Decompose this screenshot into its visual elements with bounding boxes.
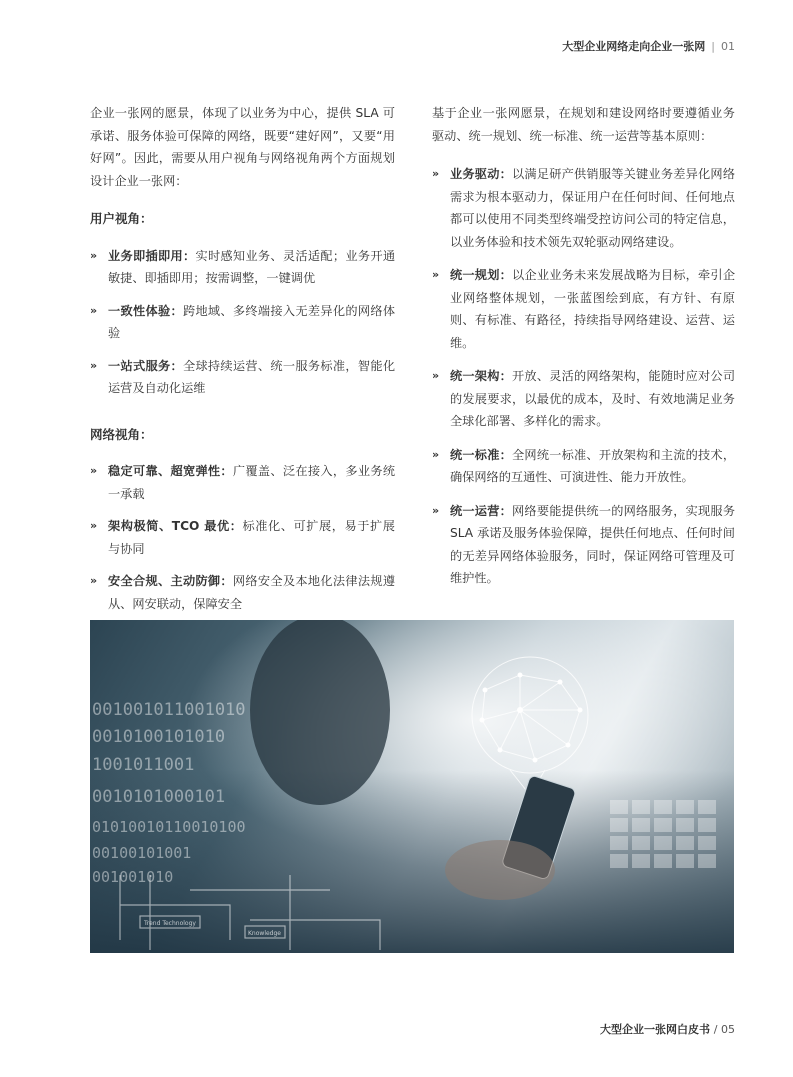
item-term: 稳定可靠、超宽弹性： — [108, 464, 233, 478]
user-view-list — [90, 245, 395, 400]
footer-title: 大型企业一张网白皮书 — [599, 1023, 710, 1036]
item-text: 实时感知业务、灵活适配；业务开通敏捷、即插即用；按需调整，一键调优 — [108, 248, 396, 285]
item-text: 开放、灵活的网络架构，能随时应对公司的发展要求，以最优的成本，及时、有效地满足业务全球化部署、多样化的需求。 — [450, 369, 736, 428]
bullet-icon: » — [432, 447, 440, 461]
binary-line: 01010010110010100 — [92, 818, 246, 836]
binary-line: 001001011001010 — [92, 700, 246, 720]
item-text: 以满足研产供销服等关键业务差异化网络需求为根本驱动力，保证用户在任何时间、任何地点都可以使用不同类型终端受控访问公司的特定信息，以业务体验和技术领先双轮驱动网络建设。 — [450, 167, 736, 249]
item-text: 网络安全及本地化法律法规遵从、网安联动，保障安全 — [108, 574, 396, 611]
binary-line: 0010100101010 — [92, 727, 226, 747]
chip-label: Trend Technology — [144, 920, 196, 927]
item-term: 一站式服务： — [108, 358, 183, 373]
item-term: 业务即插即用： — [108, 248, 196, 263]
item-text: 广覆盖、泛在接入，多业务统一承载 — [108, 464, 396, 501]
chip-label: Knowledge — [248, 930, 281, 937]
binary-line: 001001010 — [92, 868, 174, 886]
photo-illustration — [90, 620, 734, 953]
binary-line: 1001011001 — [92, 755, 195, 775]
hand — [445, 840, 555, 900]
bullet-icon: » — [432, 503, 440, 517]
item-term: 架构极简、TCO 最优： — [108, 519, 243, 533]
user-view-title: 用户视角： — [90, 211, 153, 226]
list-item — [90, 245, 395, 290]
bullet-icon: » — [432, 167, 440, 180]
header-title: 大型企业网络走向企业一张网 — [562, 40, 706, 53]
item-term: 统一标准： — [450, 447, 513, 462]
list-item — [432, 264, 735, 354]
list-item — [432, 163, 735, 253]
item-term: 统一架构： — [450, 369, 513, 383]
item-text: 全网统一标准、开放架构和主流的技术，确保网络的互通性、可演进性、能力开放性。 — [450, 447, 736, 484]
list-item — [432, 365, 735, 433]
binary-line: 0010101000101 — [92, 787, 226, 807]
item-term: 一致性体验： — [108, 303, 183, 318]
item-text: 全球持续运营、统一服务标准，智能化运营及自动化运维 — [108, 358, 396, 395]
page-footer — [600, 1021, 735, 1037]
list-item — [432, 444, 735, 489]
list-item — [90, 460, 395, 505]
item-term: 统一规划： — [450, 268, 513, 282]
footer-page-number: / 05 — [713, 1023, 735, 1036]
list-item — [90, 355, 395, 400]
network-view-title: 网络视角： — [90, 426, 153, 442]
list-item — [432, 500, 735, 590]
bullet-icon: » — [432, 268, 440, 281]
item-text: 以企业业务未来发展战略为目标，牵引企业网络整体规划，一张蓝图绘到底，有方针、有原则、有标准、有路径，持续指导网络建设、运营、运维。 — [450, 268, 736, 350]
hero-photo — [90, 620, 734, 953]
network-view-list — [90, 460, 395, 615]
bullet-icon: » — [90, 519, 98, 532]
left-column — [90, 102, 395, 625]
header-page-number: 01 — [721, 39, 735, 53]
item-term: 安全合规、主动防御： — [108, 574, 233, 588]
list-item — [90, 300, 395, 345]
item-term: 业务驱动： — [450, 167, 513, 181]
bullet-icon: » — [90, 464, 98, 477]
right-intro: 基于企业一张网愿景，在规划和建设网络时要遵循业务驱动、统一规划、统一标准、统一运营等基本原则： — [432, 106, 735, 143]
right-column — [432, 102, 735, 601]
page-header — [562, 38, 735, 54]
item-text: 网络要能提供统一的网络服务，实现服务 SLA 承诺及服务体验保障，提供任何地点、任何时间的无差异网络体验服务，同时，保证网络可管理及可维护性。 — [450, 503, 736, 585]
principles-list — [432, 163, 735, 590]
bullet-icon: » — [90, 303, 98, 317]
bullet-icon: » — [90, 248, 98, 262]
bullet-icon: » — [90, 574, 98, 587]
list-item — [90, 570, 395, 615]
header-separator: | — [711, 39, 715, 53]
bullet-icon: » — [90, 358, 98, 372]
item-text: 跨地域、多终端接入无差异化的网络体验 — [108, 303, 396, 340]
item-text: 标准化、可扩展，易于扩展与协同 — [108, 519, 395, 556]
item-term: 统一运营： — [450, 503, 513, 518]
list-item — [90, 515, 395, 560]
left-intro: 企业一张网的愿景，体现了以业务为中心，提供 SLA 可承诺、服务体验可保障的网络，既要“建好网”，又要“用好网”。因此，需要从用户视角与网络视角两个方面规划设计企业一张网： — [90, 106, 395, 188]
binary-line: 00100101001 — [92, 844, 192, 862]
bullet-icon: » — [432, 369, 440, 382]
